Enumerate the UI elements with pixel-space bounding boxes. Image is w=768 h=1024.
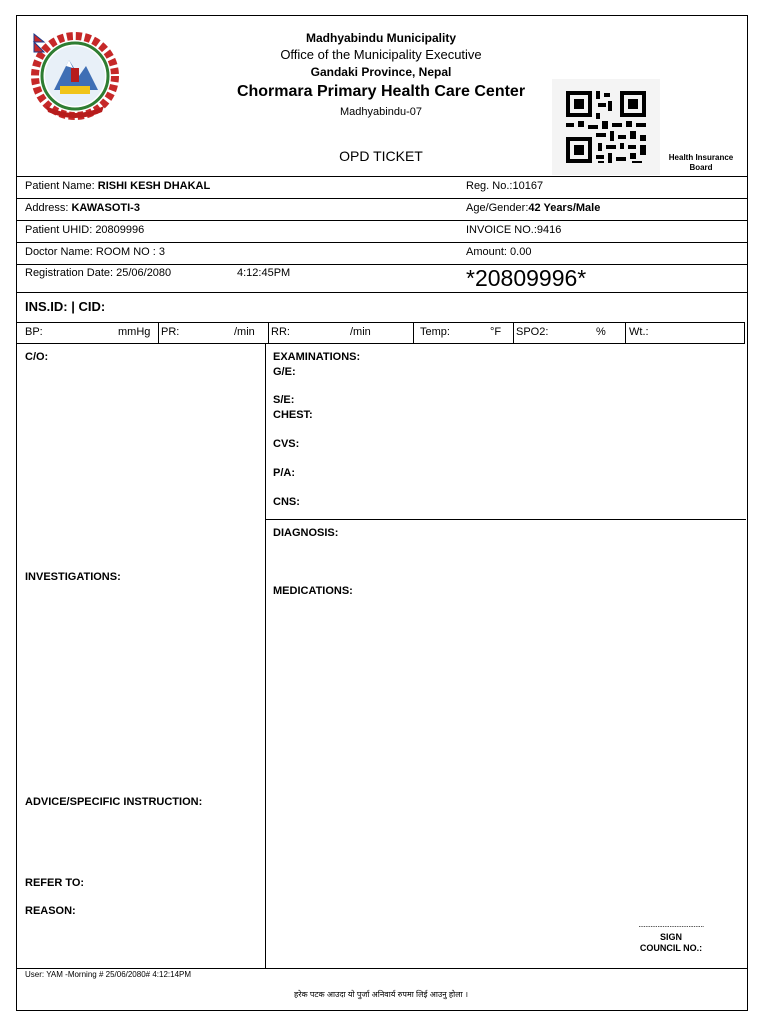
- registration-date-label: Registration Date:: [25, 267, 114, 279]
- cns-label: CNS:: [273, 496, 300, 508]
- diagnosis-heading: DIAGNOSIS:: [273, 527, 339, 539]
- qr-code-area: [552, 79, 660, 175]
- sign-line: ......................................: [638, 920, 704, 929]
- reg-no-row: [466, 181, 543, 192]
- pr-label: PR:: [161, 326, 180, 338]
- footer-notice: हरेक पटक आउदा यो पुर्जा अनिवार्य रुपमा लिई आउनु होला ।: [294, 990, 468, 999]
- invoice-value: 9416: [536, 224, 562, 236]
- age-gender-value: 42 Years/Male: [528, 202, 601, 214]
- address-row: [25, 203, 140, 214]
- rule: [268, 322, 269, 343]
- medications-heading: MEDICATIONS:: [273, 585, 353, 597]
- refer-heading: REFER TO:: [25, 877, 85, 889]
- rule: [265, 519, 746, 520]
- user-stamp: User: YAM -Morning # 25/06/2080# 4:12:14PM: [25, 970, 192, 979]
- invoice-row: [466, 225, 561, 236]
- sign-label: SIGN: [659, 932, 682, 942]
- complaints-heading: C/O:: [25, 351, 49, 363]
- patient-name-row: [25, 181, 210, 192]
- barcode-text: *20809996*: [466, 265, 587, 291]
- weight-label: Wt.:: [629, 326, 649, 338]
- amount-label: Amount:: [466, 246, 507, 258]
- council-number-label: COUNCIL NO.:: [639, 943, 703, 953]
- temp-unit: °F: [490, 326, 502, 338]
- patient-name-value: RISHI KESH DHAKAL: [97, 180, 211, 192]
- rule: [16, 968, 747, 969]
- reg-no-value: 10167: [512, 180, 544, 192]
- doctor-value: ROOM NO : 3: [95, 246, 165, 258]
- pa-label: P/A:: [273, 467, 295, 479]
- registration-date-value: 25/06/2080: [116, 267, 172, 279]
- se-label: S/E:: [273, 394, 295, 406]
- municipality-name: Madhyabindu Municipality: [305, 31, 456, 45]
- rule: [16, 176, 747, 177]
- insurance-id: INS.ID: | CID:: [25, 299, 106, 314]
- rr-label: RR:: [271, 326, 290, 338]
- age-gender-row: [466, 203, 600, 214]
- doctor-label: Doctor Name:: [25, 246, 93, 258]
- province-name: Gandaki Province, Nepal: [310, 65, 452, 79]
- investigations-heading: INVESTIGATIONS:: [25, 571, 121, 583]
- uhid-label: Patient UHID:: [25, 224, 93, 236]
- patient-name-label: Patient Name:: [25, 180, 95, 192]
- rule: [16, 264, 747, 265]
- age-gender-label: Age/Gender:: [466, 202, 529, 214]
- rule: [16, 343, 745, 344]
- registration-date-row: [25, 268, 171, 279]
- cvs-label: CVS:: [273, 438, 300, 450]
- pr-unit: /min: [234, 326, 255, 338]
- rule: [265, 343, 266, 969]
- nepal-government-emblem-icon: [24, 28, 126, 120]
- health-center-name: Chormara Primary Health Care Center: [236, 83, 526, 100]
- rule: [16, 322, 745, 323]
- rule: [513, 322, 514, 343]
- uhid-value: 20809996: [95, 224, 145, 236]
- rule: [16, 220, 747, 221]
- reason-heading: REASON:: [25, 905, 76, 917]
- amount-value: 0.00: [510, 246, 532, 258]
- reg-no-label: Reg. No.:: [466, 180, 513, 192]
- rule: [16, 242, 747, 243]
- doctor-row: [25, 247, 165, 258]
- temp-label: Temp:: [420, 326, 450, 338]
- examinations-heading: EXAMINATIONS:: [273, 351, 361, 363]
- rule: [625, 322, 626, 343]
- ward-name: Madhyabindu-07: [340, 106, 422, 118]
- hib-line-2: Board: [689, 163, 713, 172]
- invoice-label: INVOICE NO.:: [466, 224, 537, 236]
- bp-label: BP:: [25, 326, 43, 338]
- address-label: Address:: [25, 202, 69, 214]
- amount-row: [466, 247, 531, 258]
- rule: [16, 198, 747, 199]
- hib-line-1: Health Insurance: [668, 153, 734, 162]
- chest-label: CHEST:: [273, 409, 313, 421]
- address-value: KAWASOTI-3: [71, 202, 140, 214]
- registration-time: 4:12:45PM: [237, 267, 291, 279]
- spo2-unit: %: [596, 326, 606, 338]
- advice-heading: ADVICE/SPECIFIC INSTRUCTION:: [25, 796, 203, 808]
- rr-unit: /min: [350, 326, 371, 338]
- ticket-title: OPD TICKET: [339, 148, 423, 164]
- spo2-label: SPO2:: [516, 326, 549, 338]
- bp-unit: mmHg: [118, 326, 151, 338]
- office-name: Office of the Municipality Executive: [280, 47, 482, 62]
- ge-label: G/E:: [273, 366, 296, 378]
- qr-code-icon: [552, 79, 660, 175]
- rule: [744, 322, 745, 343]
- uhid-row: [25, 225, 144, 236]
- rule: [158, 322, 159, 343]
- rule: [413, 322, 414, 343]
- rule: [16, 292, 747, 293]
- rule: [16, 322, 17, 343]
